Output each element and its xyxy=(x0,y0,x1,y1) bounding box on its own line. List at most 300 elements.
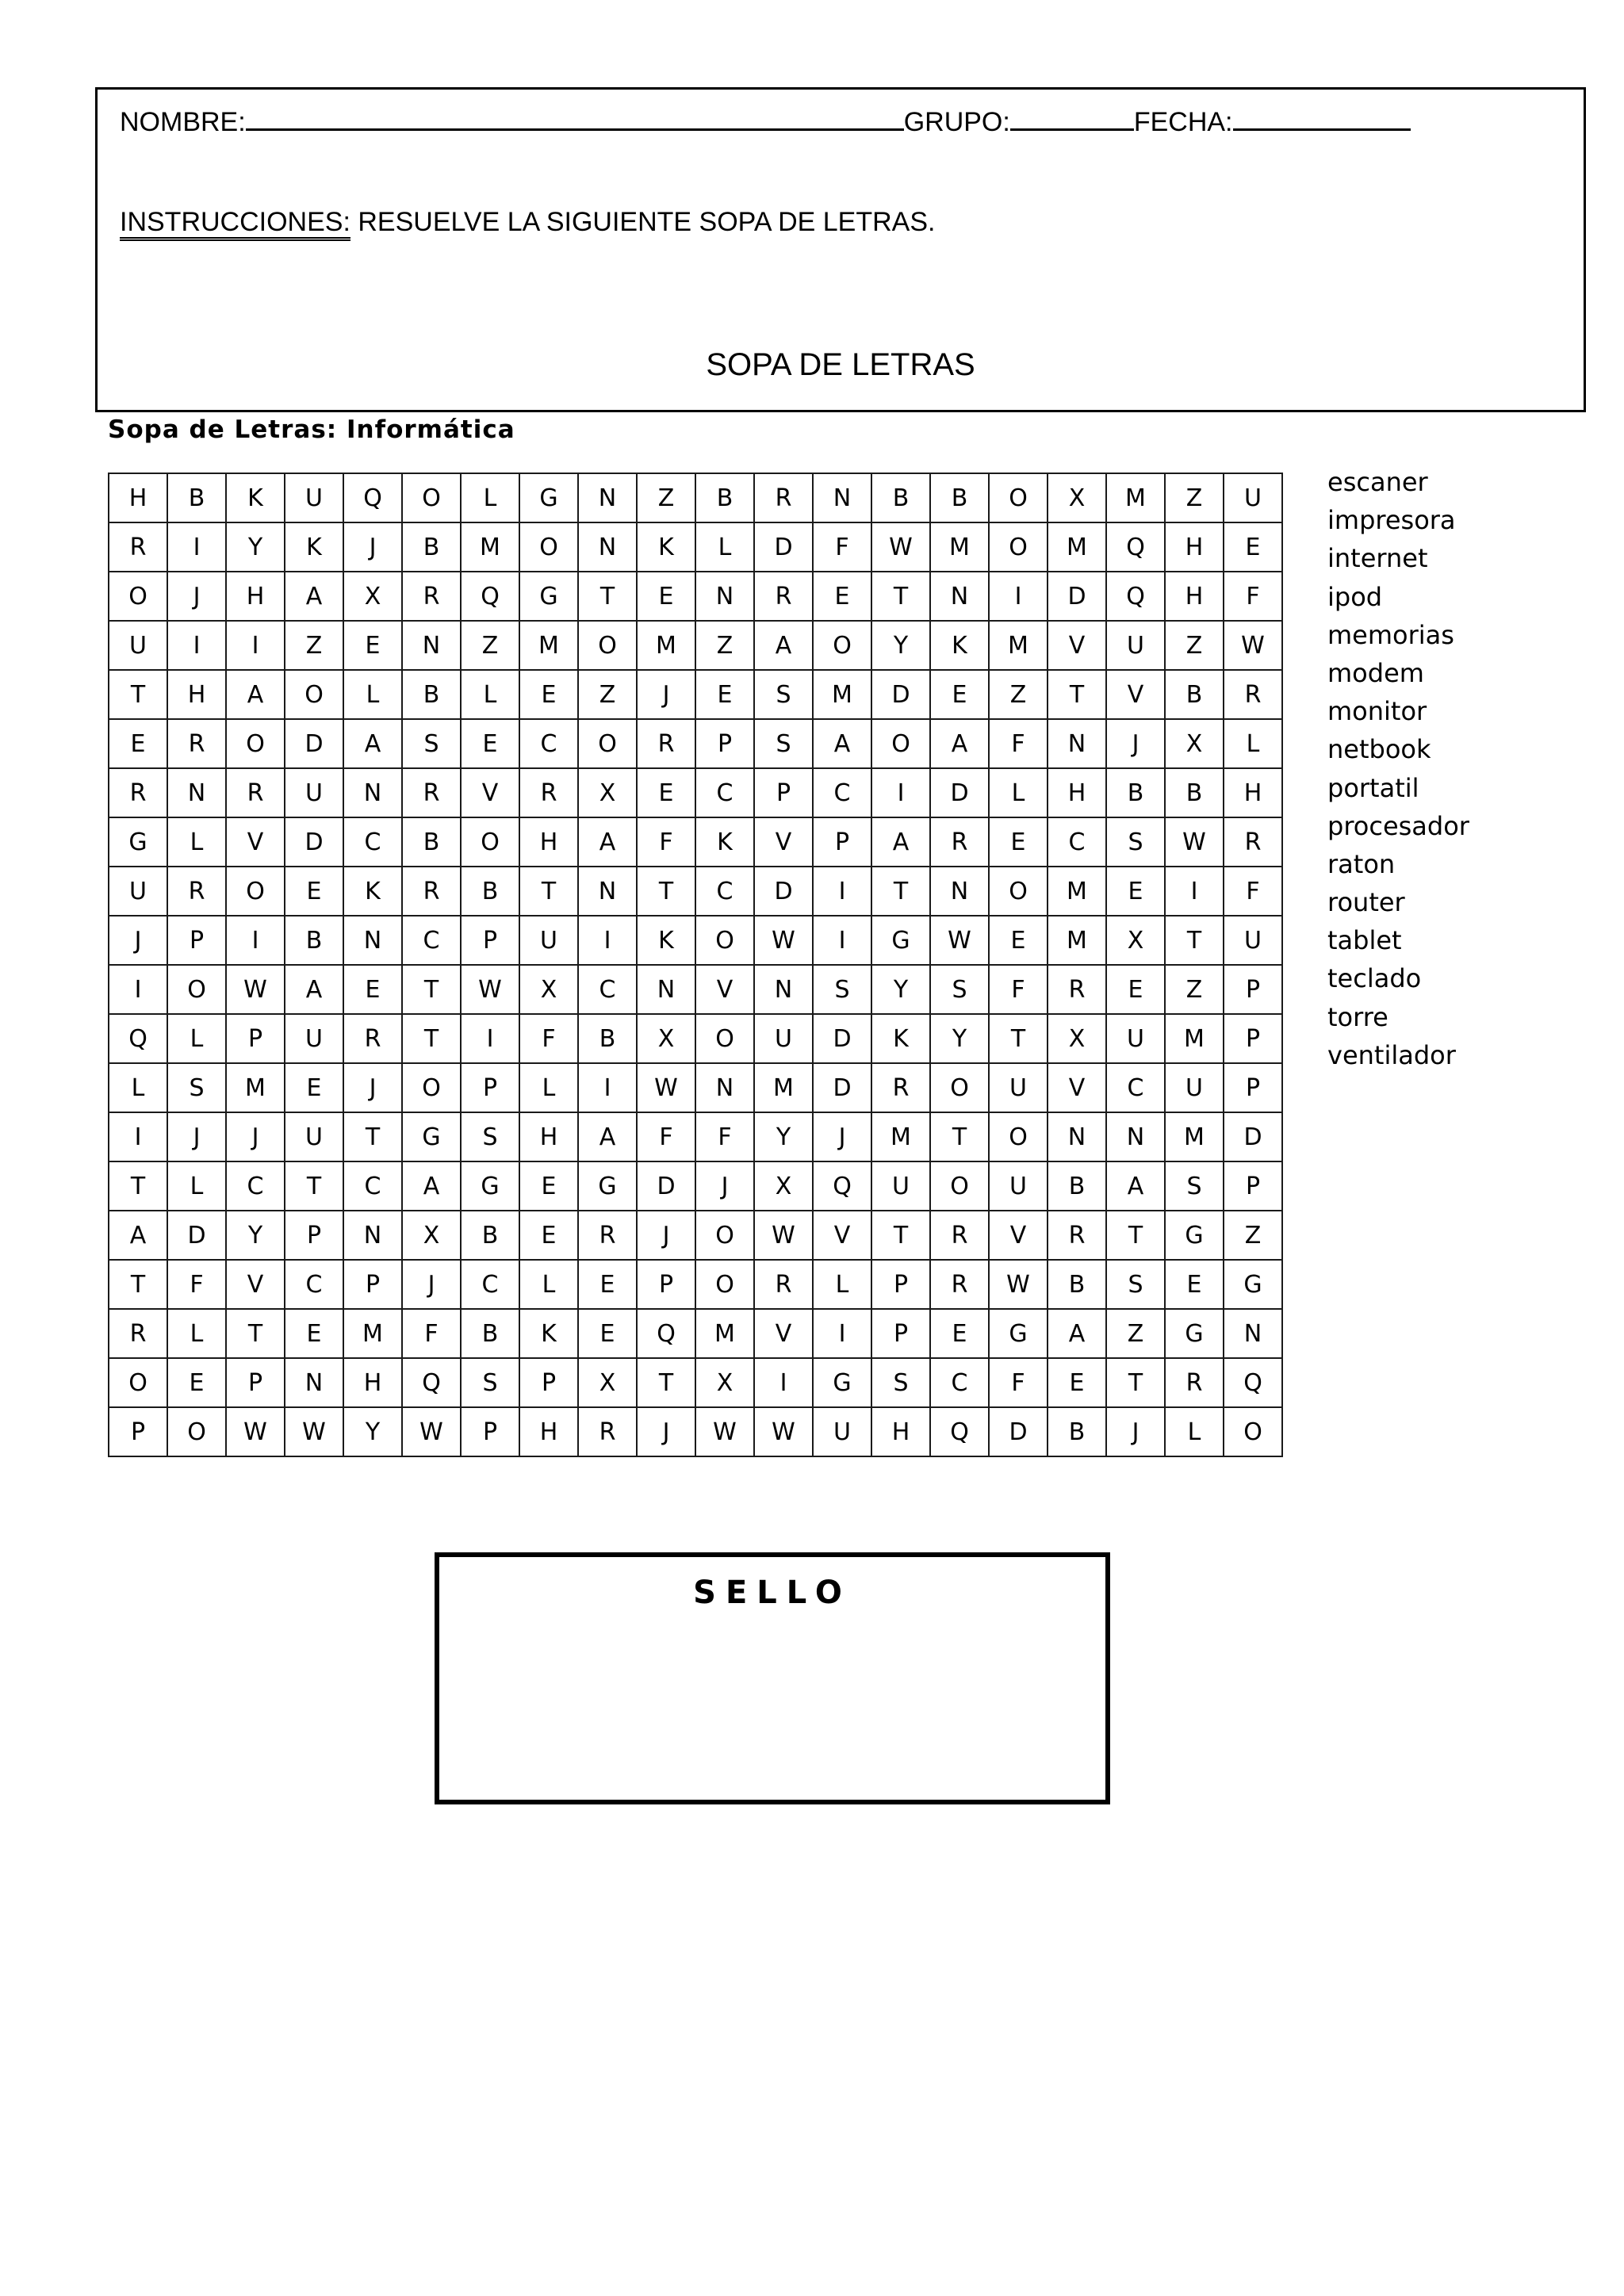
grid-cell[interactable]: E xyxy=(578,1260,637,1309)
grid-cell[interactable]: F xyxy=(1224,867,1282,916)
grid-cell[interactable]: Y xyxy=(754,1112,813,1161)
grid-cell[interactable]: P xyxy=(461,1407,519,1456)
grid-cell[interactable]: G xyxy=(461,1161,519,1211)
grid-cell[interactable]: D xyxy=(637,1161,695,1211)
grid-cell[interactable]: M xyxy=(930,522,989,572)
grid-cell[interactable]: N xyxy=(695,1063,754,1112)
grid-cell[interactable]: J xyxy=(226,1112,285,1161)
grid-cell[interactable]: L xyxy=(519,1063,578,1112)
grid-cell[interactable]: E xyxy=(813,572,871,621)
grid-cell[interactable]: X xyxy=(578,768,637,817)
grid-cell[interactable]: P xyxy=(1224,1161,1282,1211)
grid-cell[interactable]: L xyxy=(813,1260,871,1309)
grid-cell[interactable]: H xyxy=(167,670,226,719)
grid-cell[interactable]: N xyxy=(343,916,402,965)
grid-cell[interactable]: P xyxy=(343,1260,402,1309)
grid-cell[interactable]: J xyxy=(109,916,167,965)
grid-cell[interactable]: I xyxy=(813,1309,871,1358)
grid-cell[interactable]: U xyxy=(1165,1063,1224,1112)
grid-cell[interactable]: N xyxy=(578,473,637,522)
grid-cell[interactable]: J xyxy=(402,1260,461,1309)
grid-cell[interactable]: F xyxy=(637,817,695,867)
grid-cell[interactable]: W xyxy=(461,965,519,1014)
grid-cell[interactable]: R xyxy=(167,867,226,916)
grid-cell[interactable]: F xyxy=(637,1112,695,1161)
grid-cell[interactable]: E xyxy=(1224,522,1282,572)
grid-cell[interactable]: P xyxy=(754,768,813,817)
grid-cell[interactable]: R xyxy=(754,572,813,621)
grid-cell[interactable]: A xyxy=(285,572,343,621)
grid-cell[interactable]: W xyxy=(930,916,989,965)
grid-cell[interactable]: A xyxy=(402,1161,461,1211)
grid-cell[interactable]: X xyxy=(519,965,578,1014)
grid-cell[interactable]: M xyxy=(695,1309,754,1358)
grid-cell[interactable]: S xyxy=(1165,1161,1224,1211)
grid-cell[interactable]: D xyxy=(871,670,930,719)
grid-cell[interactable]: Q xyxy=(343,473,402,522)
grid-cell[interactable]: U xyxy=(1106,621,1165,670)
grid-cell[interactable]: P xyxy=(461,916,519,965)
grid-cell[interactable]: W xyxy=(754,1211,813,1260)
grid-cell[interactable]: C xyxy=(695,867,754,916)
grid-cell[interactable]: K xyxy=(871,1014,930,1063)
grid-cell[interactable]: S xyxy=(1106,1260,1165,1309)
grid-cell[interactable]: B xyxy=(1165,670,1224,719)
grid-cell[interactable]: I xyxy=(578,916,637,965)
grid-cell[interactable]: E xyxy=(109,719,167,768)
grid-cell[interactable]: G xyxy=(871,916,930,965)
grid-cell[interactable]: J xyxy=(813,1112,871,1161)
grid-cell[interactable]: F xyxy=(167,1260,226,1309)
grid-cell[interactable]: N xyxy=(813,473,871,522)
grid-cell[interactable]: U xyxy=(285,1014,343,1063)
grid-cell[interactable]: A xyxy=(226,670,285,719)
grid-cell[interactable]: E xyxy=(343,621,402,670)
grid-cell[interactable]: C xyxy=(285,1260,343,1309)
grid-cell[interactable]: L xyxy=(1165,1407,1224,1456)
grid-cell[interactable]: L xyxy=(1224,719,1282,768)
grid-cell[interactable]: U xyxy=(519,916,578,965)
grid-cell[interactable]: M xyxy=(1106,473,1165,522)
grid-cell[interactable]: N xyxy=(578,522,637,572)
grid-cell[interactable]: R xyxy=(930,817,989,867)
grid-cell[interactable]: E xyxy=(989,817,1048,867)
grid-cell[interactable]: H xyxy=(226,572,285,621)
grid-cell[interactable]: Z xyxy=(1165,965,1224,1014)
grid-cell[interactable]: F xyxy=(1224,572,1282,621)
grid-cell[interactable]: E xyxy=(461,719,519,768)
grid-cell[interactable]: N xyxy=(1048,1112,1106,1161)
grid-cell[interactable]: D xyxy=(285,817,343,867)
grid-cell[interactable]: O xyxy=(109,1358,167,1407)
grid-cell[interactable]: J xyxy=(637,1407,695,1456)
grid-cell[interactable]: S xyxy=(930,965,989,1014)
grid-cell[interactable]: D xyxy=(167,1211,226,1260)
grid-cell[interactable]: I xyxy=(871,768,930,817)
grid-cell[interactable]: E xyxy=(637,768,695,817)
grid-cell[interactable]: G xyxy=(1165,1309,1224,1358)
grid-cell[interactable]: K xyxy=(695,817,754,867)
grid-cell[interactable]: X xyxy=(1048,1014,1106,1063)
grid-cell[interactable]: J xyxy=(167,572,226,621)
grid-cell[interactable]: L xyxy=(167,1309,226,1358)
grid-cell[interactable]: R xyxy=(1048,1211,1106,1260)
grid-cell[interactable]: W xyxy=(1224,621,1282,670)
grid-cell[interactable]: O xyxy=(109,572,167,621)
grid-cell[interactable]: R xyxy=(754,473,813,522)
grid-cell[interactable]: W xyxy=(637,1063,695,1112)
grid-cell[interactable]: U xyxy=(989,1161,1048,1211)
grid-cell[interactable]: M xyxy=(989,621,1048,670)
grid-cell[interactable]: R xyxy=(754,1260,813,1309)
grid-cell[interactable]: M xyxy=(1165,1014,1224,1063)
grid-cell[interactable]: B xyxy=(1048,1407,1106,1456)
grid-cell[interactable]: V xyxy=(754,1309,813,1358)
grid-cell[interactable]: L xyxy=(695,522,754,572)
grid-cell[interactable]: D xyxy=(813,1063,871,1112)
grid-cell[interactable]: T xyxy=(1048,670,1106,719)
grid-cell[interactable]: O xyxy=(167,1407,226,1456)
grid-cell[interactable]: M xyxy=(1165,1112,1224,1161)
grid-cell[interactable]: U xyxy=(989,1063,1048,1112)
grid-cell[interactable]: Q xyxy=(637,1309,695,1358)
grid-cell[interactable]: I xyxy=(226,916,285,965)
grid-cell[interactable]: Z xyxy=(989,670,1048,719)
grid-cell[interactable]: B xyxy=(285,916,343,965)
grid-cell[interactable]: P xyxy=(519,1358,578,1407)
grid-cell[interactable]: G xyxy=(519,572,578,621)
grid-cell[interactable]: R xyxy=(1048,965,1106,1014)
grid-cell[interactable]: I xyxy=(167,621,226,670)
grid-cell[interactable]: W xyxy=(695,1407,754,1456)
grid-cell[interactable]: E xyxy=(285,867,343,916)
grid-cell[interactable]: C xyxy=(813,768,871,817)
grid-cell[interactable]: J xyxy=(1106,1407,1165,1456)
grid-cell[interactable]: M xyxy=(343,1309,402,1358)
grid-cell[interactable]: W xyxy=(989,1260,1048,1309)
grid-cell[interactable]: R xyxy=(1224,817,1282,867)
grid-cell[interactable]: N xyxy=(930,572,989,621)
grid-cell[interactable]: M xyxy=(1048,916,1106,965)
grid-cell[interactable]: A xyxy=(285,965,343,1014)
grid-cell[interactable]: T xyxy=(109,670,167,719)
grid-cell[interactable]: F xyxy=(402,1309,461,1358)
grid-cell[interactable]: I xyxy=(461,1014,519,1063)
grid-cell[interactable]: X xyxy=(637,1014,695,1063)
grid-cell[interactable]: Z xyxy=(637,473,695,522)
grid-cell[interactable]: E xyxy=(930,670,989,719)
grid-cell[interactable]: Z xyxy=(695,621,754,670)
grid-cell[interactable]: S xyxy=(871,1358,930,1407)
grid-cell[interactable]: S xyxy=(1106,817,1165,867)
grid-cell[interactable]: U xyxy=(285,768,343,817)
grid-cell[interactable]: U xyxy=(109,621,167,670)
grid-cell[interactable]: S xyxy=(754,719,813,768)
grid-cell[interactable]: E xyxy=(637,572,695,621)
grid-cell[interactable]: Q xyxy=(109,1014,167,1063)
grid-cell[interactable]: B xyxy=(1048,1161,1106,1211)
grid-cell[interactable]: N xyxy=(930,867,989,916)
grid-cell[interactable]: A xyxy=(813,719,871,768)
grid-cell[interactable]: O xyxy=(402,1063,461,1112)
grid-cell[interactable]: N xyxy=(754,965,813,1014)
grid-cell[interactable]: R xyxy=(930,1260,989,1309)
grid-cell[interactable]: A xyxy=(1106,1161,1165,1211)
grid-cell[interactable]: L xyxy=(461,473,519,522)
grid-cell[interactable]: N xyxy=(695,572,754,621)
grid-cell[interactable]: D xyxy=(930,768,989,817)
grid-cell[interactable]: B xyxy=(461,1309,519,1358)
grid-cell[interactable]: I xyxy=(578,1063,637,1112)
grid-cell[interactable]: B xyxy=(461,867,519,916)
grid-cell[interactable]: F xyxy=(989,1358,1048,1407)
grid-cell[interactable]: Q xyxy=(1106,572,1165,621)
grid-cell[interactable]: E xyxy=(695,670,754,719)
grid-cell[interactable]: J xyxy=(1106,719,1165,768)
grid-cell[interactable]: B xyxy=(695,473,754,522)
grid-cell[interactable]: H xyxy=(519,817,578,867)
grid-cell[interactable]: Y xyxy=(871,621,930,670)
grid-cell[interactable]: P xyxy=(109,1407,167,1456)
grid-cell[interactable]: A xyxy=(871,817,930,867)
grid-cell[interactable]: X xyxy=(1106,916,1165,965)
nombre-blank[interactable] xyxy=(246,108,904,131)
grid-cell[interactable]: D xyxy=(754,867,813,916)
grid-cell[interactable]: T xyxy=(1165,916,1224,965)
grid-cell[interactable]: R xyxy=(402,867,461,916)
grid-cell[interactable]: R xyxy=(1224,670,1282,719)
grid-cell[interactable]: R xyxy=(402,572,461,621)
grid-cell[interactable]: V xyxy=(226,817,285,867)
grid-cell[interactable]: R xyxy=(109,1309,167,1358)
grid-cell[interactable]: Z xyxy=(1224,1211,1282,1260)
grid-cell[interactable]: B xyxy=(1106,768,1165,817)
grid-cell[interactable]: Y xyxy=(226,522,285,572)
grid-cell[interactable]: T xyxy=(637,867,695,916)
grid-cell[interactable]: C xyxy=(402,916,461,965)
grid-cell[interactable]: F xyxy=(695,1112,754,1161)
grid-cell[interactable]: Y xyxy=(930,1014,989,1063)
grid-cell[interactable]: E xyxy=(519,1161,578,1211)
grid-cell[interactable]: K xyxy=(637,522,695,572)
grid-cell[interactable]: A xyxy=(930,719,989,768)
grid-cell[interactable]: B xyxy=(1048,1260,1106,1309)
grid-cell[interactable]: E xyxy=(519,1211,578,1260)
grid-cell[interactable]: J xyxy=(695,1161,754,1211)
grid-cell[interactable]: T xyxy=(871,572,930,621)
grid-cell[interactable]: P xyxy=(813,817,871,867)
grid-cell[interactable]: P xyxy=(226,1014,285,1063)
grid-cell[interactable]: B xyxy=(1165,768,1224,817)
grid-cell[interactable]: T xyxy=(1106,1211,1165,1260)
grid-cell[interactable]: L xyxy=(109,1063,167,1112)
grid-cell[interactable]: A xyxy=(754,621,813,670)
grid-cell[interactable]: O xyxy=(285,670,343,719)
grid-cell[interactable]: V xyxy=(813,1211,871,1260)
grid-cell[interactable]: Z xyxy=(1165,473,1224,522)
grid-cell[interactable]: R xyxy=(930,1211,989,1260)
grid-cell[interactable]: I xyxy=(813,916,871,965)
grid-cell[interactable]: I xyxy=(167,522,226,572)
grid-cell[interactable]: V xyxy=(226,1260,285,1309)
grid-cell[interactable]: X xyxy=(1048,473,1106,522)
grid-cell[interactable]: M xyxy=(754,1063,813,1112)
grid-cell[interactable]: R xyxy=(167,719,226,768)
grid-cell[interactable]: S xyxy=(813,965,871,1014)
grid-cell[interactable]: K xyxy=(519,1309,578,1358)
grid-cell[interactable]: T xyxy=(871,867,930,916)
grid-cell[interactable]: L xyxy=(461,670,519,719)
grid-cell[interactable]: T xyxy=(519,867,578,916)
grid-cell[interactable]: V xyxy=(1048,621,1106,670)
grid-cell[interactable]: W xyxy=(226,965,285,1014)
grid-cell[interactable]: E xyxy=(1106,965,1165,1014)
grid-cell[interactable]: O xyxy=(578,621,637,670)
grid-cell[interactable]: O xyxy=(226,719,285,768)
grid-cell[interactable]: E xyxy=(1165,1260,1224,1309)
grid-cell[interactable]: R xyxy=(402,768,461,817)
grid-cell[interactable]: Z xyxy=(285,621,343,670)
grid-cell[interactable]: S xyxy=(461,1358,519,1407)
grid-cell[interactable]: V xyxy=(695,965,754,1014)
grid-cell[interactable]: E xyxy=(1106,867,1165,916)
grid-cell[interactable]: X xyxy=(578,1358,637,1407)
grid-cell[interactable]: U xyxy=(1224,916,1282,965)
grid-cell[interactable]: F xyxy=(519,1014,578,1063)
grid-cell[interactable]: U xyxy=(871,1161,930,1211)
grid-cell[interactable]: O xyxy=(695,916,754,965)
grid-cell[interactable]: M xyxy=(519,621,578,670)
grid-cell[interactable]: Z xyxy=(1165,621,1224,670)
grid-cell[interactable]: O xyxy=(930,1063,989,1112)
grid-cell[interactable]: M xyxy=(226,1063,285,1112)
grid-cell[interactable]: L xyxy=(167,1161,226,1211)
grid-cell[interactable]: V xyxy=(1106,670,1165,719)
grid-cell[interactable]: U xyxy=(285,473,343,522)
grid-cell[interactable]: B xyxy=(871,473,930,522)
grid-cell[interactable]: P xyxy=(871,1260,930,1309)
grid-cell[interactable]: B xyxy=(578,1014,637,1063)
grid-cell[interactable]: F xyxy=(813,522,871,572)
grid-cell[interactable]: R xyxy=(343,1014,402,1063)
grid-cell[interactable]: K xyxy=(285,522,343,572)
grid-cell[interactable]: X xyxy=(343,572,402,621)
grid-cell[interactable]: T xyxy=(989,1014,1048,1063)
grid-cell[interactable]: H xyxy=(1048,768,1106,817)
grid-cell[interactable]: I xyxy=(1165,867,1224,916)
grid-cell[interactable]: F xyxy=(989,965,1048,1014)
grid-cell[interactable]: Z xyxy=(578,670,637,719)
grid-cell[interactable]: N xyxy=(343,768,402,817)
grid-cell[interactable]: L xyxy=(989,768,1048,817)
grid-cell[interactable]: W xyxy=(871,522,930,572)
grid-cell[interactable]: T xyxy=(402,965,461,1014)
grid-cell[interactable]: O xyxy=(578,719,637,768)
grid-cell[interactable]: E xyxy=(930,1309,989,1358)
grid-cell[interactable]: G xyxy=(519,473,578,522)
grid-cell[interactable]: A xyxy=(343,719,402,768)
grid-cell[interactable]: O xyxy=(989,522,1048,572)
grid-cell[interactable]: N xyxy=(402,621,461,670)
grid-cell[interactable]: H xyxy=(1224,768,1282,817)
grid-cell[interactable]: T xyxy=(871,1211,930,1260)
grid-cell[interactable]: S xyxy=(754,670,813,719)
grid-cell[interactable]: C xyxy=(461,1260,519,1309)
grid-cell[interactable]: W xyxy=(285,1407,343,1456)
grid-cell[interactable]: D xyxy=(1224,1112,1282,1161)
grid-cell[interactable]: D xyxy=(285,719,343,768)
grid-cell[interactable]: M xyxy=(637,621,695,670)
grid-cell[interactable]: R xyxy=(637,719,695,768)
grid-cell[interactable]: O xyxy=(813,621,871,670)
grid-cell[interactable]: K xyxy=(930,621,989,670)
grid-cell[interactable]: O xyxy=(167,965,226,1014)
grid-cell[interactable]: I xyxy=(813,867,871,916)
grid-cell[interactable]: E xyxy=(578,1309,637,1358)
grid-cell[interactable]: N xyxy=(167,768,226,817)
grid-cell[interactable]: X xyxy=(695,1358,754,1407)
grid-cell[interactable]: C xyxy=(578,965,637,1014)
grid-cell[interactable]: U xyxy=(109,867,167,916)
grid-cell[interactable]: J xyxy=(343,522,402,572)
grid-cell[interactable]: H xyxy=(1165,522,1224,572)
grid-cell[interactable]: P xyxy=(285,1211,343,1260)
grid-cell[interactable]: J xyxy=(343,1063,402,1112)
grid-cell[interactable]: N xyxy=(1224,1309,1282,1358)
grid-cell[interactable]: R xyxy=(578,1407,637,1456)
grid-cell[interactable]: T xyxy=(285,1161,343,1211)
grid-cell[interactable]: S xyxy=(402,719,461,768)
grid-cell[interactable]: H xyxy=(343,1358,402,1407)
grid-cell[interactable]: K xyxy=(226,473,285,522)
grid-cell[interactable]: J xyxy=(637,670,695,719)
grid-cell[interactable]: T xyxy=(1106,1358,1165,1407)
grid-cell[interactable]: B xyxy=(461,1211,519,1260)
grid-cell[interactable]: Z xyxy=(1106,1309,1165,1358)
grid-cell[interactable]: O xyxy=(402,473,461,522)
grid-cell[interactable]: E xyxy=(989,916,1048,965)
grid-cell[interactable]: P xyxy=(461,1063,519,1112)
grid-cell[interactable]: X xyxy=(1165,719,1224,768)
grid-cell[interactable]: M xyxy=(871,1112,930,1161)
grid-cell[interactable]: A xyxy=(578,817,637,867)
grid-cell[interactable]: E xyxy=(285,1063,343,1112)
grid-cell[interactable]: A xyxy=(578,1112,637,1161)
grid-cell[interactable]: I xyxy=(109,965,167,1014)
grid-cell[interactable]: Z xyxy=(461,621,519,670)
grid-cell[interactable]: P xyxy=(1224,965,1282,1014)
grid-cell[interactable]: G xyxy=(109,817,167,867)
grid-cell[interactable]: U xyxy=(285,1112,343,1161)
grid-cell[interactable]: B xyxy=(167,473,226,522)
grid-cell[interactable]: Y xyxy=(343,1407,402,1456)
grid-cell[interactable]: R xyxy=(871,1063,930,1112)
grid-cell[interactable]: B xyxy=(402,522,461,572)
grid-cell[interactable]: D xyxy=(754,522,813,572)
grid-cell[interactable]: G xyxy=(989,1309,1048,1358)
grid-cell[interactable]: H xyxy=(871,1407,930,1456)
grid-cell[interactable]: C xyxy=(930,1358,989,1407)
grid-cell[interactable]: O xyxy=(989,1112,1048,1161)
grid-cell[interactable]: R xyxy=(519,768,578,817)
grid-cell[interactable]: N xyxy=(343,1211,402,1260)
grid-cell[interactable]: P xyxy=(871,1309,930,1358)
grid-cell[interactable]: O xyxy=(1224,1407,1282,1456)
grid-cell[interactable]: C xyxy=(695,768,754,817)
grid-cell[interactable]: C xyxy=(343,817,402,867)
grid-cell[interactable]: O xyxy=(871,719,930,768)
grid-cell[interactable]: T xyxy=(930,1112,989,1161)
